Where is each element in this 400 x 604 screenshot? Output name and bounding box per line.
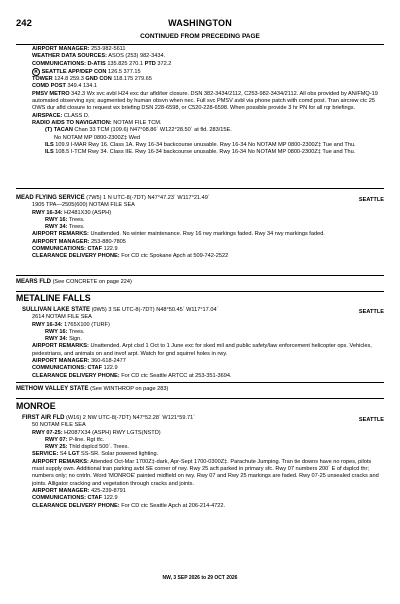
radar-r-icon: R: [32, 68, 40, 76]
airport-name: MEAD FLYING SERVICE: [16, 195, 85, 201]
tacan-line: (T) TACAN Chan 33 TCM (109.6) N47°08.86´ W122°28.50´ at fld. 283/15E.: [45, 127, 232, 134]
airport-manager-line: AIRPORT MANAGER: 253-982-5611: [32, 46, 126, 52]
sullivan-rwy16-line: RWY 16: Trees.: [45, 328, 85, 335]
first-air-rwy07-line: RWY 07: P-line. Rgt tfc.: [45, 436, 105, 443]
first-air-elevation-line: 50 NOTAM FILE SEA: [32, 422, 86, 429]
sullivan-rwy34-line: RWY 34: Sign.: [45, 336, 82, 343]
first-air-runway-line: RWY 07-25: H2087X34 (ASPH) RWY LGTS(NSTD): [32, 429, 161, 436]
sullivan-lake-entry: [16, 307, 384, 380]
page-number: 242: [16, 18, 32, 29]
sullivan-manager-line: AIRPORT MANAGER: 360-618-2477: [32, 358, 126, 365]
section-divider: [16, 291, 384, 292]
mead-remarks-line: AIRPORT REMARKS: Unattended. No winter maintenance. Rwy 16 rwy markings faded. Rwy 34 rwy markings faded.: [32, 231, 325, 238]
continued-entry: [16, 46, 384, 156]
sullivan-remarks-line: AIRPORT REMARKS: Unattended. Arpt clsd 1 Oct to 1 June exc for sked mil and public safety/law enforcement helicopter ops. Vehicles, pedestrians, and animals on and invof arpt. Watch for gnd squirrel holes in rwy.: [32, 343, 372, 357]
first-air-header-line: FIRST AIR FLD (W16) 2 NW UTC-8(-7DT) N47°52.28´ W121°59.71´: [22, 415, 196, 421]
tower-line: TOWER 124.8 259.3 GND CON 118.175 279.65: [32, 76, 152, 83]
mead-flying-entry: [16, 195, 384, 261]
methow-line: METHOW VALLEY STATE (See WINTHROP on page 283): [16, 386, 169, 392]
mead-rwy34-line: RWY 34: Trees.: [45, 224, 85, 231]
comd-post-line: COMD POST 349.4 134.1: [32, 83, 97, 90]
first-air-comm-line: COMMUNICATIONS: CTAF 122.9: [32, 495, 118, 502]
region-title: METALINE FALLS: [16, 293, 91, 303]
mead-comm-line: COMMUNICATIONS: CTAF 122.9: [32, 246, 118, 253]
section-divider: [16, 275, 384, 276]
airport-name: FIRST AIR FLD: [22, 415, 65, 421]
mead-elevation-line: 1905 TPA—2505(600) NOTAM FILE SEA: [32, 202, 135, 209]
airspace-line: AIRSPACE: CLASS D.: [32, 112, 90, 119]
mead-clearance-line: CLEARANCE DELIVERY PHONE: For CD ctc Spokane Apch at 509-742-2522: [32, 253, 229, 260]
first-air-service-line: SERVICE: S4 LGT SS-SR. Solar powered lighting.: [32, 451, 159, 458]
sullivan-header-line: SULLIVAN LAKE STATE (0W5) 3 SE UTC-8(-7DT) N48°50.45´ W117°17.04´: [22, 307, 219, 313]
sullivan-clearance-line: CLEARANCE DELIVERY PHONE: For CD ctc Seattle ARTCC at 253-351-3694.: [32, 372, 232, 379]
first-air-rwy25-line: RWY 25: Thld dsplcd 500´. Trees.: [45, 444, 129, 451]
header-divider: [16, 44, 384, 45]
weather-data-line: WEATHER DATA SOURCES: ASOS (253) 982-3434.: [32, 53, 166, 60]
airport-name: METHOW VALLEY STATE: [16, 386, 89, 392]
section-divider: [16, 188, 384, 189]
pmsv-metro-line: PMSV METRO 342.3 Wx svc avbl H24 exc dur afld/twr closure. DSN 382-3434/2112, C253-982-3434/2112. All obs provided by AN/FMQ-19 automated observing sys; augmented by human obsvn when nec. Full svc PMSV avbl via phone patch with comd post. Tran aircrew ctc 25 OWS dur afld closure to request wx briefing DSN 228-6598, or C520-228-6598. When possible provide 3 hr PN for all rqr briefings.: [32, 90, 378, 112]
mead-manager-line: AIRPORT MANAGER: 253-880-7805: [32, 238, 126, 245]
section-divider: [16, 398, 384, 399]
airport-name: SULLIVAN LAKE STATE: [22, 307, 90, 313]
mears-line: MEARS FLD (See CONCRETE on page 224): [16, 279, 132, 285]
sullivan-runway-line: RWY 16-34: 1765X100 (TURF): [32, 321, 110, 328]
mead-runway-line: RWY 16-34: H2481X30 (ASPH): [32, 209, 112, 216]
state-title: WASHINGTON: [168, 18, 232, 28]
continued-label: CONTINUED FROM PRECEDING PAGE: [140, 33, 260, 40]
airport-name: MEARS FLD: [16, 279, 51, 285]
methow-entry: [16, 386, 384, 393]
first-air-manager-line: AIRPORT MANAGER: 425-239-8791: [32, 487, 126, 494]
section-divider: [16, 382, 384, 383]
mears-entry: [16, 279, 384, 286]
sullivan-elevation-line: 2614 NOTAM FILE SEA: [32, 314, 92, 321]
mead-rwy16-line: RWY 16: Trees.: [45, 216, 85, 223]
first-air-clearance-line: CLEARANCE DELIVERY PHONE: For CD ctc Seattle Apch at 206-214-4722.: [32, 502, 226, 509]
seattle-app-line: R SEATTLE APP/DEP CON 126.5 377.15: [16, 68, 384, 76]
monroe-city-label: SEATTLE: [358, 417, 384, 423]
communications-line: COMMUNICATIONS: D-ATIS 135.825 270.1 PTD 372.2: [32, 60, 172, 67]
region-title: MONROE: [16, 401, 56, 411]
radio-aids-line: RADIO AIDS TO NAVIGATION: NOTAM FILE TCM.: [32, 119, 162, 126]
mead-city-label: SEATTLE: [358, 197, 384, 203]
mead-header-line: MEAD FLYING SERVICE (7W5) 1 N UTC-8(-7DT) N47°47.23´ W117°21.49´: [16, 195, 210, 201]
first-air-remarks-line: AIRPORT REMARKS: Attended Oct-Mar 1700Z‡-dark, Apr-Sept 1700-0300Z‡. Parachute Jumping. Tran tie downs have no ropes, pilots must supply own. Additional tran parking avbl SE corner of rwy. Rwy 25 acft parked in primary sfc. Rwy 07 numbers 200´ E of dsplcd thr; numbers only; no cntrln. Word 'MONROE' painted midfield on rwy. Rwy 07 and Rwy 25 markings are faded. Rwy 07-25 unsealed cracks and joints. Alligator cracking and vegetation through cracks and joints.: [32, 458, 379, 487]
first-air-fld-entry: [16, 415, 384, 510]
metaline-city-label: SEATTLE: [358, 309, 384, 315]
ils-line-1: ILS 109.9 I-MAR Rwy 16. Class 1A. Rwy 16-34 backcourse unusable. Rwy 16-34 No NOTAM MP 0800-2300Z‡ Tue and Thu.: [45, 141, 356, 148]
sullivan-comm-line: COMMUNICATIONS: CTAF 122.9: [32, 365, 118, 372]
ils-line-2: ILS 108.5 I-TCM Rwy 34. Class IIE. Rwy 16-34 backcourse unusable. Rwy 16-34 No NOTAM MP 0800-2300Z‡ Tue and Thu.: [45, 149, 356, 156]
tacan-notam-line: No NOTAM MP 0800-2300Z‡ Wed: [54, 134, 141, 141]
footer-effective-dates: NW, 3 SEP 2026 to 29 OCT 2026: [162, 575, 238, 581]
